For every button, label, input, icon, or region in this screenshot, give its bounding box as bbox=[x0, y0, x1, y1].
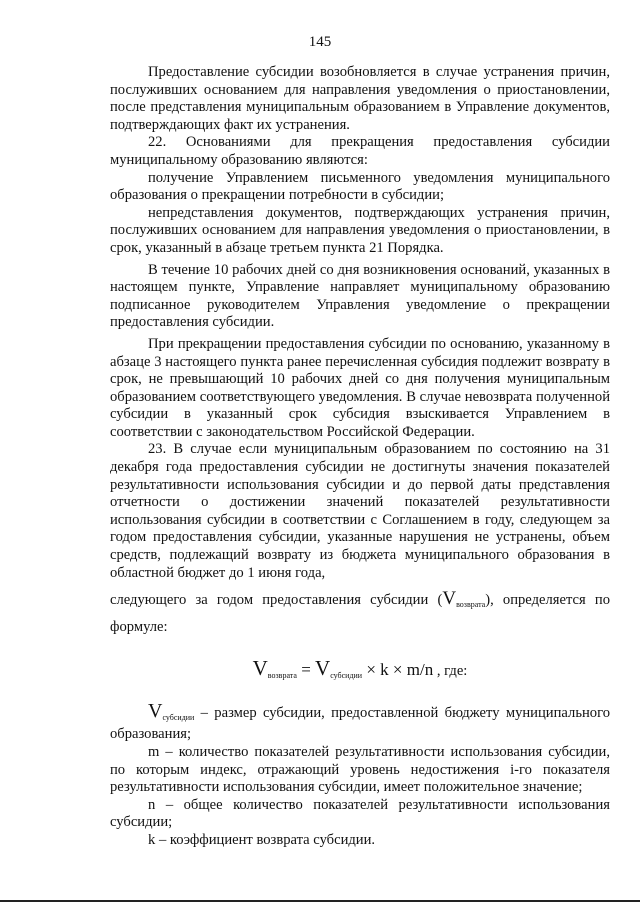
definition-v-subsidy bbox=[110, 699, 610, 744]
paragraph-subsidy-resume: Предоставление субсидии возобновляется в случае устранения причин, послуживших основанием для направления уведомления о приостановлении, после представления муниципальным образованием в Управление документов, подтверждающих факт их устранения. bbox=[110, 64, 610, 133]
paragraph-termination-grounds: 22. Основаниями для прекращения предоставления субсидии муниципальному образованию являются: bbox=[110, 134, 610, 168]
definition-n: n – общее количество показателей результативности использования субсидии; bbox=[110, 796, 610, 831]
document-body bbox=[110, 64, 610, 850]
page-number: 145 bbox=[308, 34, 332, 50]
formula-rest: × k × m/n bbox=[362, 660, 434, 680]
formula-v-subsidy: V bbox=[315, 656, 331, 681]
return-formula bbox=[110, 656, 610, 685]
formula-v-return: V bbox=[252, 656, 268, 681]
definition-m: m – количество показателей результативности использования субсидии, по которым индекс, отражающий уровень недостижения i-го показателя результативности использования субсидии, имеет положительное значение; bbox=[110, 744, 610, 796]
definition-k: k – коэффициент возврата субсидии. bbox=[148, 831, 376, 848]
paragraph-ground-documents: непредставления документов, подтверждающих устранения причин, послуживших основанием для направления уведомления о приостановлении, в срок, указанный в абзаце третьем пункта 21 Порядка. bbox=[110, 204, 610, 256]
paragraph-ground-notification: получение Управлением письменного уведомления муниципального образования о прекращении потребности в субсидии; bbox=[110, 169, 610, 204]
formula-intro-tail: ), определяется по формуле: bbox=[110, 592, 610, 636]
formula-sub-return: возврата bbox=[267, 671, 297, 681]
formula-equals: = bbox=[296, 660, 316, 680]
paragraph-section-23: 23. В случае если муниципальным образованием по состоянию на 31 декабря года предоставления субсидии не достигнуты значения показателей результативности использования субсидии и до первой даты представления отчетности о достижении значений показателей результативности использования субсидии в соответствии с Соглашением в году, следующем за годом предоставления субсидии, указанные нарушения не устранены, объем средств, подлежащий возврату из бюджета муниципального образования в областной бюджет до 1 июня года, bbox=[110, 441, 610, 581]
v-subsidy-symbol: $V_{субсидии}$ bbox=[148, 699, 195, 722]
bottom-edge-line bbox=[0, 900, 640, 902]
paragraph-return-procedure: При прекращении предоставления субсидии по основанию, указанному в абзаце 3 настоящего пункта ранее перечисленная субсидия подлежит возврату в срок, не превышающий 10 рабочих дней со дня получения муниципальным образованием соответствующего уведомления. В случае невозврата полученной субсидии в указанный срок субсидия взыскивается Управлением в соответствии с законодательством Российской Федерации. bbox=[110, 335, 610, 440]
formula-intro-text: следующего за годом предоставления субсидии ( bbox=[110, 592, 443, 609]
formula-sub-subsidy: субсидии bbox=[330, 671, 363, 681]
definition-v-text: – размер субсидии, предоставленной бюджету муниципального образования; bbox=[110, 704, 610, 743]
inline-v-return: $V_{возврата}$ bbox=[442, 588, 486, 610]
paragraph-formula-intro bbox=[110, 588, 610, 638]
formula-tail: , где: bbox=[433, 663, 468, 680]
paragraph-termination-notice: В течение 10 рабочих дней со дня возникновения оснований, указанных в настоящем пункте, Управление направляет муниципальному образованию подписанное руководителем Управления уведомление о прекращении предоставления субсидии. bbox=[110, 261, 610, 331]
